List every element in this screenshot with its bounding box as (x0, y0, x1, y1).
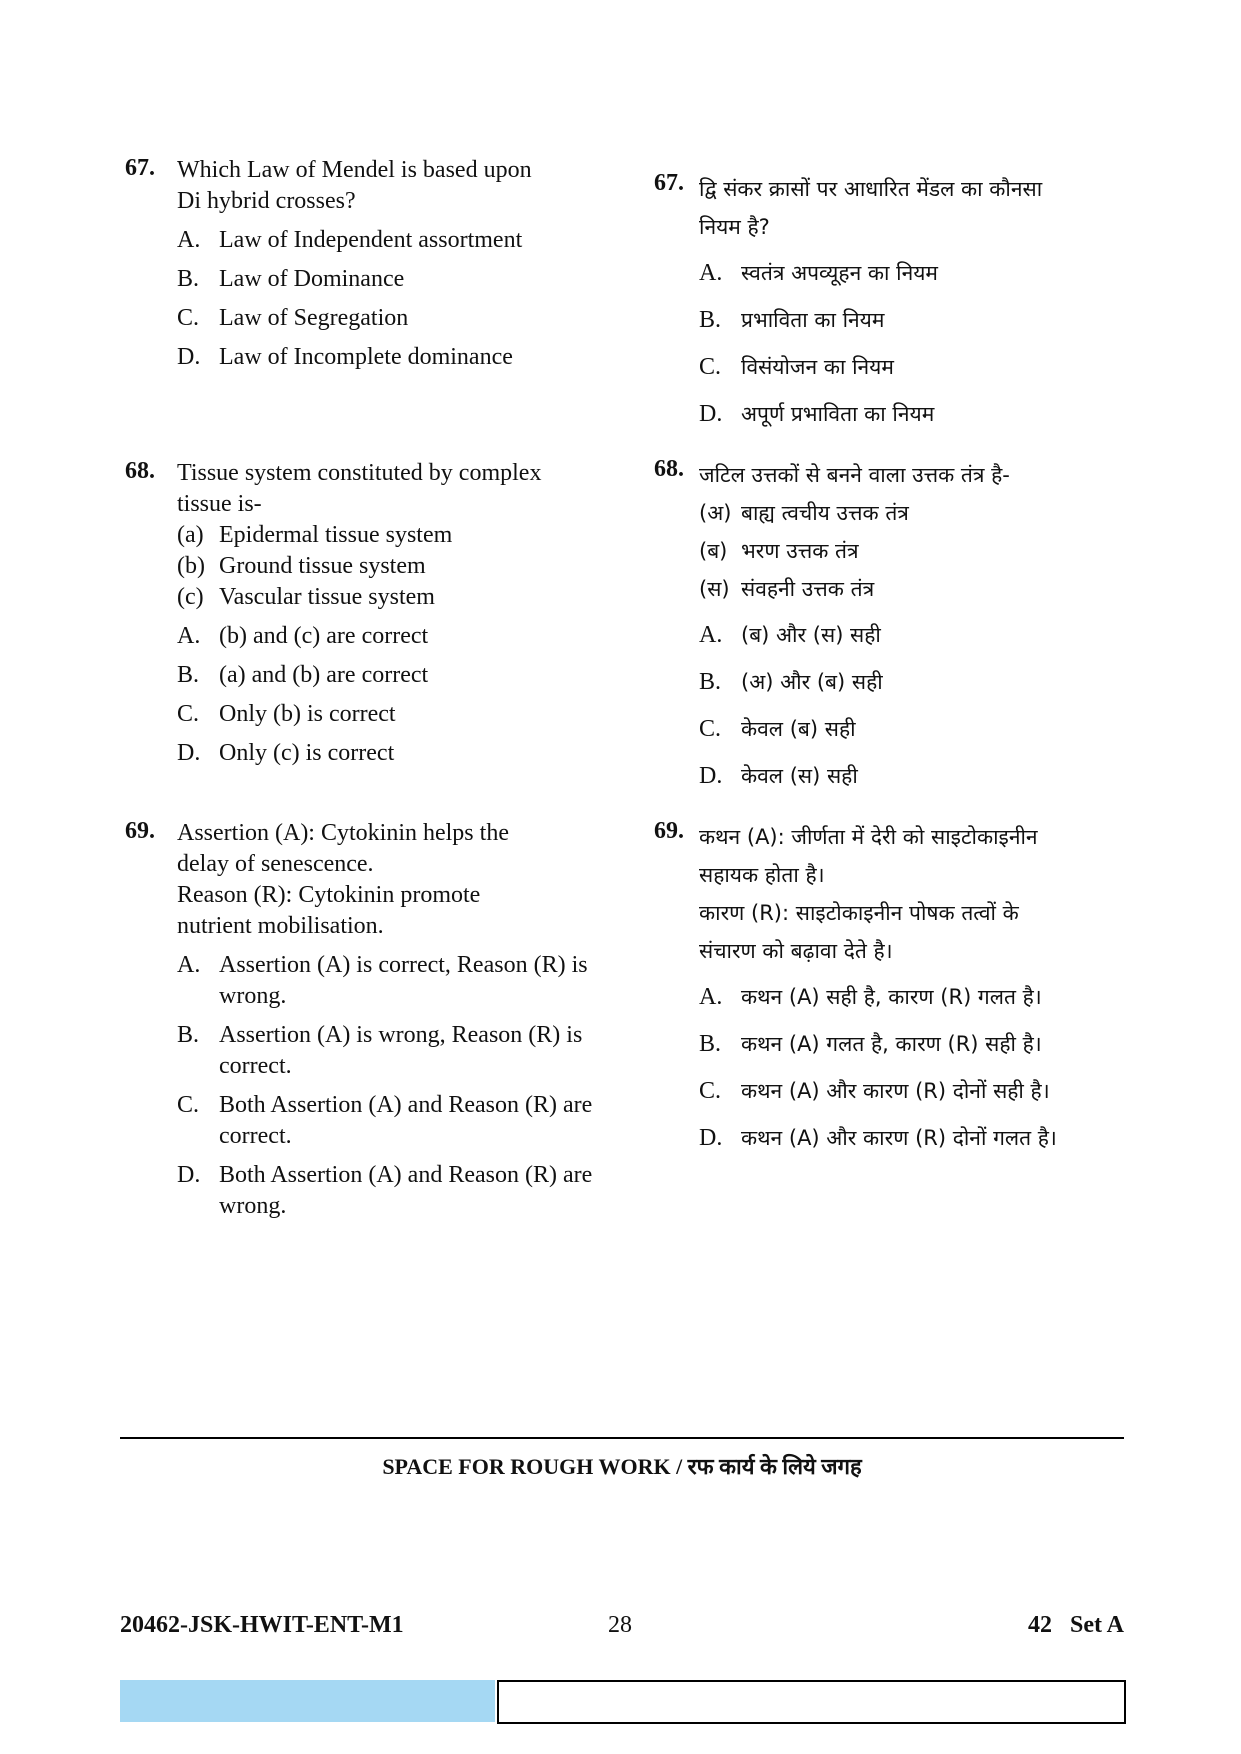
question-text: Assertion (A): Cytokinin helps the delay of senescence. Reason (R): Cytokinin promote nutrient mobilisation. (177, 820, 509, 939)
option-c: C. Law of Segregation (177, 305, 409, 331)
paper-code: 20462-JSK-HWIT-ENT-M1 (120, 1612, 404, 1638)
footer-color-bar (120, 1680, 495, 1722)
question-69-en (125, 818, 595, 1230)
option-b: B. Assertion (A) is wrong, Reason (R) is correct. (177, 1022, 583, 1079)
options (654, 616, 1124, 795)
sub-item-c: (c) Vascular tissue system (177, 584, 435, 610)
question-number: 67. (125, 155, 155, 181)
page-number: 28 (608, 1612, 632, 1638)
sub-item-b: (ब) भरण उत्तक तंत्र (699, 539, 859, 563)
question-text: जटिल उत्तकों से बनने वाला उत्तक तंत्र है- (अ) बाह्य त्वचीय उत्तक तंत्र (ब) भरण उत्तक तंत्र (स) संवहनी उत्तक तंत्र (699, 456, 1124, 608)
sub-item-c: (स) संवहनी उत्तक तंत्र (699, 577, 875, 601)
option-a: A. Assertion (A) is correct, Reason (R) is wrong. (177, 952, 588, 1009)
option-c: C. केवल (ब) सही (699, 716, 856, 742)
question-67-hi (654, 170, 1124, 442)
rough-work-heading: SPACE FOR ROUGH WORK / रफ कार्य के लिये जगह (382, 1454, 862, 1479)
option-b: B. (a) and (b) are correct (177, 662, 429, 688)
option-a: A. (b) and (c) are correct (177, 623, 429, 649)
option-d: D. कथन (A) और कारण (R) दोनों गलत है। (699, 1125, 1057, 1151)
option-d: D. केवल (स) सही (699, 763, 858, 789)
option-c: C. विसंयोजन का नियम (699, 354, 894, 380)
option-d: D. Law of Incomplete dominance (177, 344, 513, 370)
question-67-en (125, 155, 595, 381)
question-number: 69. (654, 818, 684, 844)
question-68-hi (654, 456, 1124, 804)
option-b: B. (अ) और (ब) सही (699, 669, 883, 695)
option-c: C. कथन (A) और कारण (R) दोनों सही है। (699, 1078, 1050, 1104)
option-c: C. Only (b) is correct (177, 701, 396, 727)
option-d: D. Both Assertion (A) and Reason (R) are wrong. (177, 1162, 593, 1219)
options (125, 225, 595, 373)
options (125, 950, 595, 1222)
question-number: 67. (654, 170, 684, 196)
option-d: D. अपूर्ण प्रभाविता का नियम (699, 401, 935, 427)
question-number: 69. (125, 818, 155, 844)
option-a: A. (ब) और (स) सही (699, 622, 881, 648)
question-number: 68. (654, 456, 684, 482)
question-69-hi (654, 818, 1124, 1166)
sub-item-a: (a) Epidermal tissue system (177, 522, 453, 548)
question-text: कथन (A): जीर्णता में देरी को साइटोकाइनीन सहायक होता है। कारण (R): साइटोकाइनीन पोषक तत्वों के संचारण को बढ़ावा देते है। (699, 825, 1038, 963)
option-a: A. Law of Independent assortment (177, 227, 523, 253)
option-a: A. कथन (A) सही है, कारण (R) गलत है। (699, 984, 1042, 1010)
rough-work-divider (120, 1437, 1124, 1439)
option-b: B. Law of Dominance (177, 266, 405, 292)
options (654, 254, 1124, 433)
options (125, 621, 595, 769)
question-text: Tissue system constituted by complex tissue is- (a) Epidermal tissue system (b) Ground tissue system (c) Vascular tissue system (177, 458, 595, 613)
option-a: A. स्वतंत्र अपव्यूहन का नियम (699, 260, 938, 286)
option-c: C. Both Assertion (A) and Reason (R) are correct. (177, 1092, 593, 1149)
question-68-en (125, 458, 595, 777)
options (654, 978, 1124, 1157)
footer-empty-box (497, 1680, 1126, 1724)
sub-item-b: (b) Ground tissue system (177, 553, 426, 579)
option-b: B. कथन (A) गलत है, कारण (R) सही है। (699, 1031, 1042, 1057)
option-d: D. Only (c) is correct (177, 740, 395, 766)
question-text: Which Law of Mendel is based upon Di hybrid crosses? (177, 157, 532, 214)
question-text: द्वि संकर क्रासों पर आधारित मेंडल का कौनसा नियम है? (699, 177, 1043, 239)
set-label: 42 Set A (1028, 1612, 1124, 1638)
option-b: B. प्रभाविता का नियम (699, 307, 885, 333)
sub-item-a: (अ) बाह्य त्वचीय उत्तक तंत्र (699, 501, 909, 525)
question-number: 68. (125, 458, 155, 484)
